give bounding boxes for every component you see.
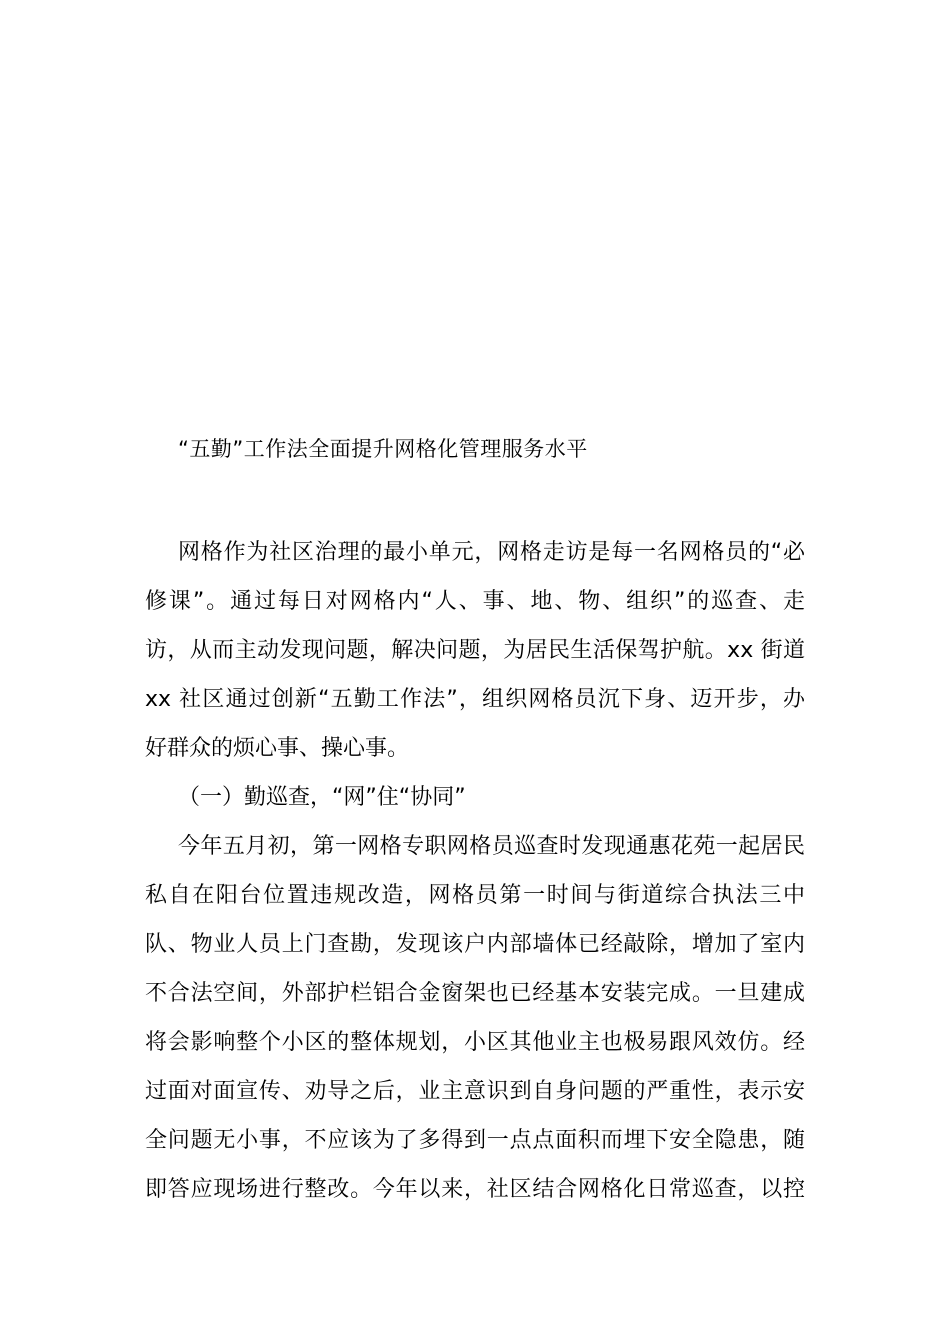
paragraph-line: 今年五月初，第一网格专职网格员巡查时发现通惠花苑一起居民 bbox=[178, 834, 805, 859]
paragraph-line: 网格作为社区治理的最小单元，网格走访是每一名网格员的“必 bbox=[178, 540, 805, 565]
paragraph-line: 私自在阳台位置违规改造，网格员第一时间与街道综合执法三中 bbox=[145, 883, 805, 908]
paragraph-line: 不合法空间，外部护栏铝合金窗架也已经基本安装完成。一旦建成 bbox=[145, 981, 805, 1006]
paragraph-line: 访，从而主动发现问题，解决问题，为居民生活保驾护航。xx 街道 bbox=[145, 638, 805, 663]
paragraph-line: 修课”。通过每日对网格内“人、事、地、物、组织”的巡查、走 bbox=[145, 589, 805, 614]
paragraph-line: 过面对面宣传、劝导之后，业主意识到自身问题的严重性，表示安 bbox=[145, 1079, 805, 1104]
paragraph-line: 好群众的烦心事、操心事。 bbox=[145, 736, 410, 761]
paragraph-line: 全问题无小事，不应该为了多得到一点点面积而埋下安全隐患，随 bbox=[145, 1128, 805, 1153]
section-heading: （一）勤巡查，“网”住“协同” bbox=[178, 785, 466, 810]
paragraph-line: 即答应现场进行整改。今年以来，社区结合网格化日常巡查，以控 bbox=[145, 1177, 805, 1202]
paragraph-line: 将会影响整个小区的整体规划，小区其他业主也极易跟风效仿。经 bbox=[145, 1030, 805, 1055]
document-title: “五勤”工作法全面提升网格化管理服务水平 bbox=[178, 437, 588, 461]
paragraph-line: 队、物业人员上门查勘，发现该户内部墙体已经敲除，增加了室内 bbox=[145, 932, 805, 957]
paragraph-line: xx 社区通过创新“五勤工作法”，组织网格员沉下身、迈开步，办 bbox=[145, 687, 805, 712]
